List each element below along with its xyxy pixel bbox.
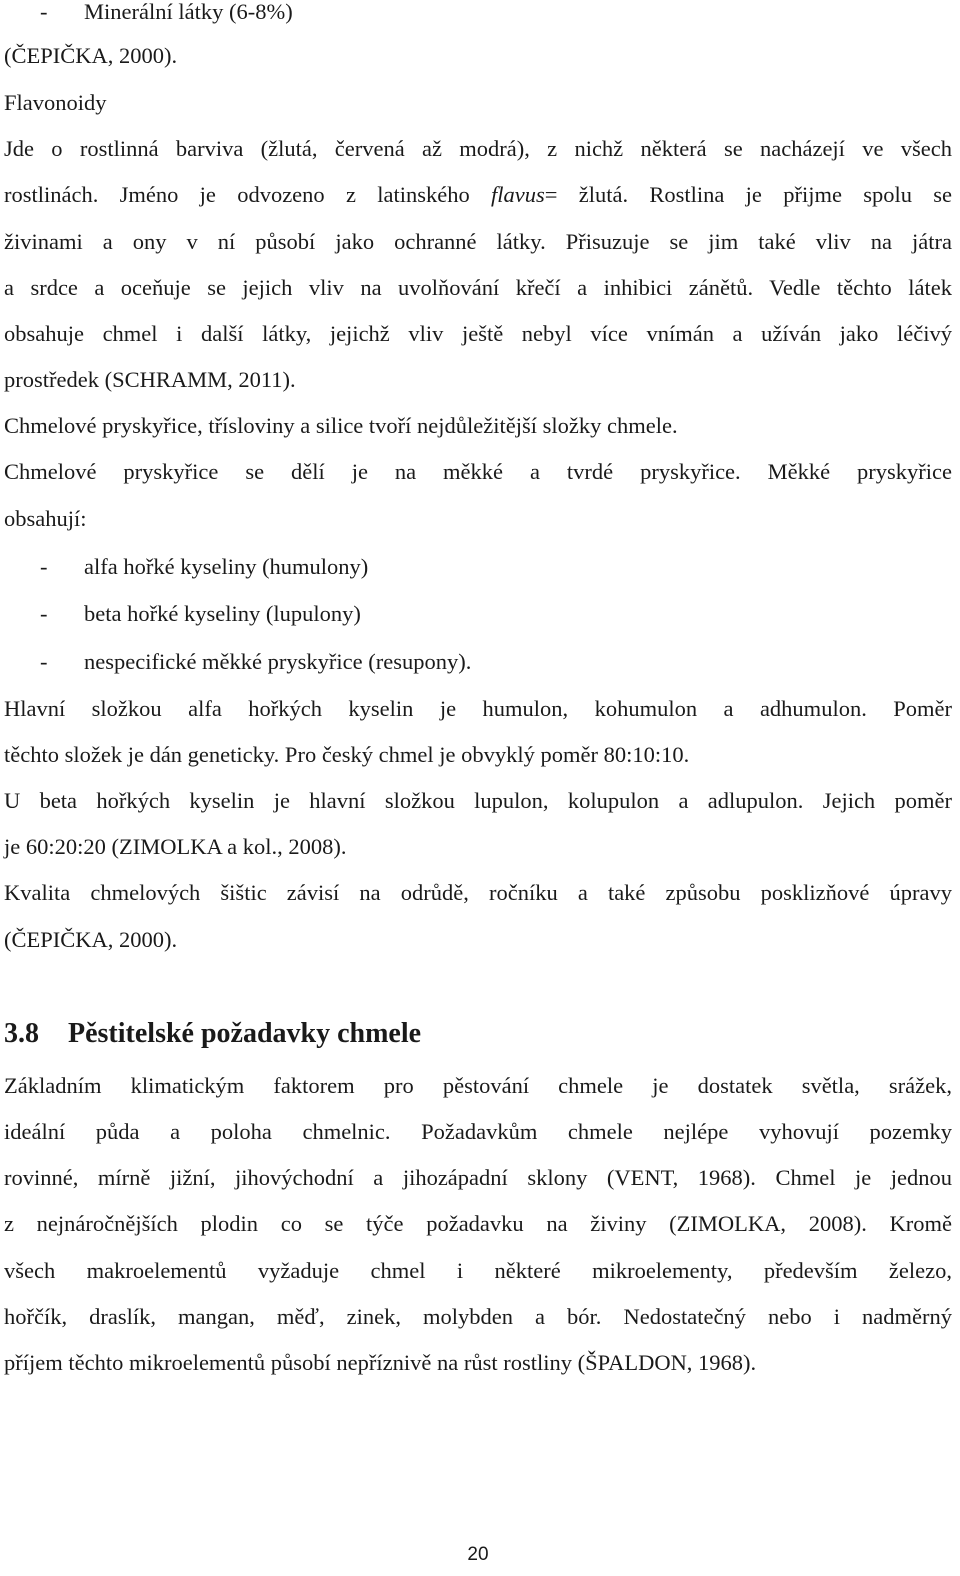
section-number: 3.8 xyxy=(4,1018,39,1049)
page-number: 20 xyxy=(467,1544,489,1565)
paragraph-line: obsahují: xyxy=(4,506,87,531)
subheading-flavonoids: Flavonoidy xyxy=(4,90,107,115)
paragraph-line: Kvalita chmelových šištic závisí na odrůdě, ročníku a také způsobu posklizňové úpravy xyxy=(4,880,952,905)
paragraph-line: z nejnáročnějších plodin co se týče požadavku na živiny (ZIMOLKA, 2008). Kromě xyxy=(4,1211,952,1236)
paragraph-line: a srdce a oceňuje se jejich vliv na uvolňování křečí a inhibici zánětů. Vedle těchto látek xyxy=(4,275,952,300)
paragraph-line: (ČEPIČKA, 2000). xyxy=(4,927,178,952)
paragraph-line: příjem těchto mikroelementů působí nepříznivě na růst rostliny (ŠPALDON, 1968). xyxy=(4,1350,757,1375)
paragraph-line: prostředek (SCHRAMM, 2011). xyxy=(4,367,296,392)
list-dash: - xyxy=(40,0,48,24)
section-heading xyxy=(4,1016,421,1052)
text-run: = žlutá. Rostlina je přijme spolu se xyxy=(544,182,953,207)
paragraph-line: Jde o rostlinná barviva (žlutá, červená až modrá), z nichž některá se nacházejí ve všech xyxy=(4,136,952,161)
list-item: beta hořké kyseliny (lupulony) xyxy=(84,601,361,626)
paragraph-line: živinami a ony v ní působí jako ochranné látky. Přisuzuje se jim také vliv na játra xyxy=(4,229,952,254)
list-dash: - xyxy=(40,554,48,579)
paragraph-line: Chmelové pryskyřice se dělí je na měkké a tvrdé pryskyřice. Měkké pryskyřice xyxy=(4,459,952,484)
paragraph-line: Základním klimatickým faktorem pro pěstování chmele je dostatek světla, srážek, xyxy=(4,1073,952,1098)
list-item: alfa hořké kyseliny (humulony) xyxy=(84,554,369,579)
list-dash: - xyxy=(40,649,48,674)
section-title: Pěstitelské požadavky chmele xyxy=(68,1018,422,1049)
paragraph-line: všech makroelementů vyžaduje chmel i některé mikroelementy, především železo, xyxy=(4,1258,952,1283)
paragraph-line: ideální půda a poloha chmelnic. Požadavkům chmele nejlépe vyhovují pozemky xyxy=(4,1119,952,1144)
text-run: rostlinách. Jméno je odvozeno z latinského xyxy=(4,182,492,207)
paragraph-line: je 60:20:20 (ZIMOLKA a kol., 2008). xyxy=(4,834,347,859)
paragraph-line: Hlavní složkou alfa hořkých kyselin je humulon, kohumulon a adhumulon. Poměr xyxy=(4,696,952,721)
paragraph-line: obsahuje chmel i další látky, jejichž vliv ještě nebyl více vnímán a užíván jako léčivý xyxy=(4,321,952,346)
italic-term: flavus xyxy=(491,182,545,207)
paragraph-line: hořčík, draslík, mangan, měď, zinek, molybden a bór. Nedostatečný nebo i nadměrný xyxy=(4,1304,952,1329)
paragraph-line: rovinné, mírně jižní, jihovýchodní a jihozápadní sklony (VENT, 1968). Chmel je jednou xyxy=(4,1165,952,1190)
list-dash: - xyxy=(40,601,48,626)
paragraph-line: těchto složek je dán geneticky. Pro český chmel je obvyklý poměr 80:10:10. xyxy=(4,742,690,767)
paragraph-line xyxy=(4,180,952,210)
citation: (ČEPIČKA, 2000). xyxy=(4,43,178,68)
components-sentence: Chmelové pryskyřice, třísloviny a silice tvoří nejdůležitější složky chmele. xyxy=(4,413,678,438)
list-item-minerals: Minerální látky (6-8%) xyxy=(84,0,293,24)
paragraph-line: U beta hořkých kyselin je hlavní složkou lupulon, kolupulon a adlupulon. Jejich poměr xyxy=(4,788,952,813)
list-item: nespecifické měkké pryskyřice (resupony). xyxy=(84,649,472,674)
